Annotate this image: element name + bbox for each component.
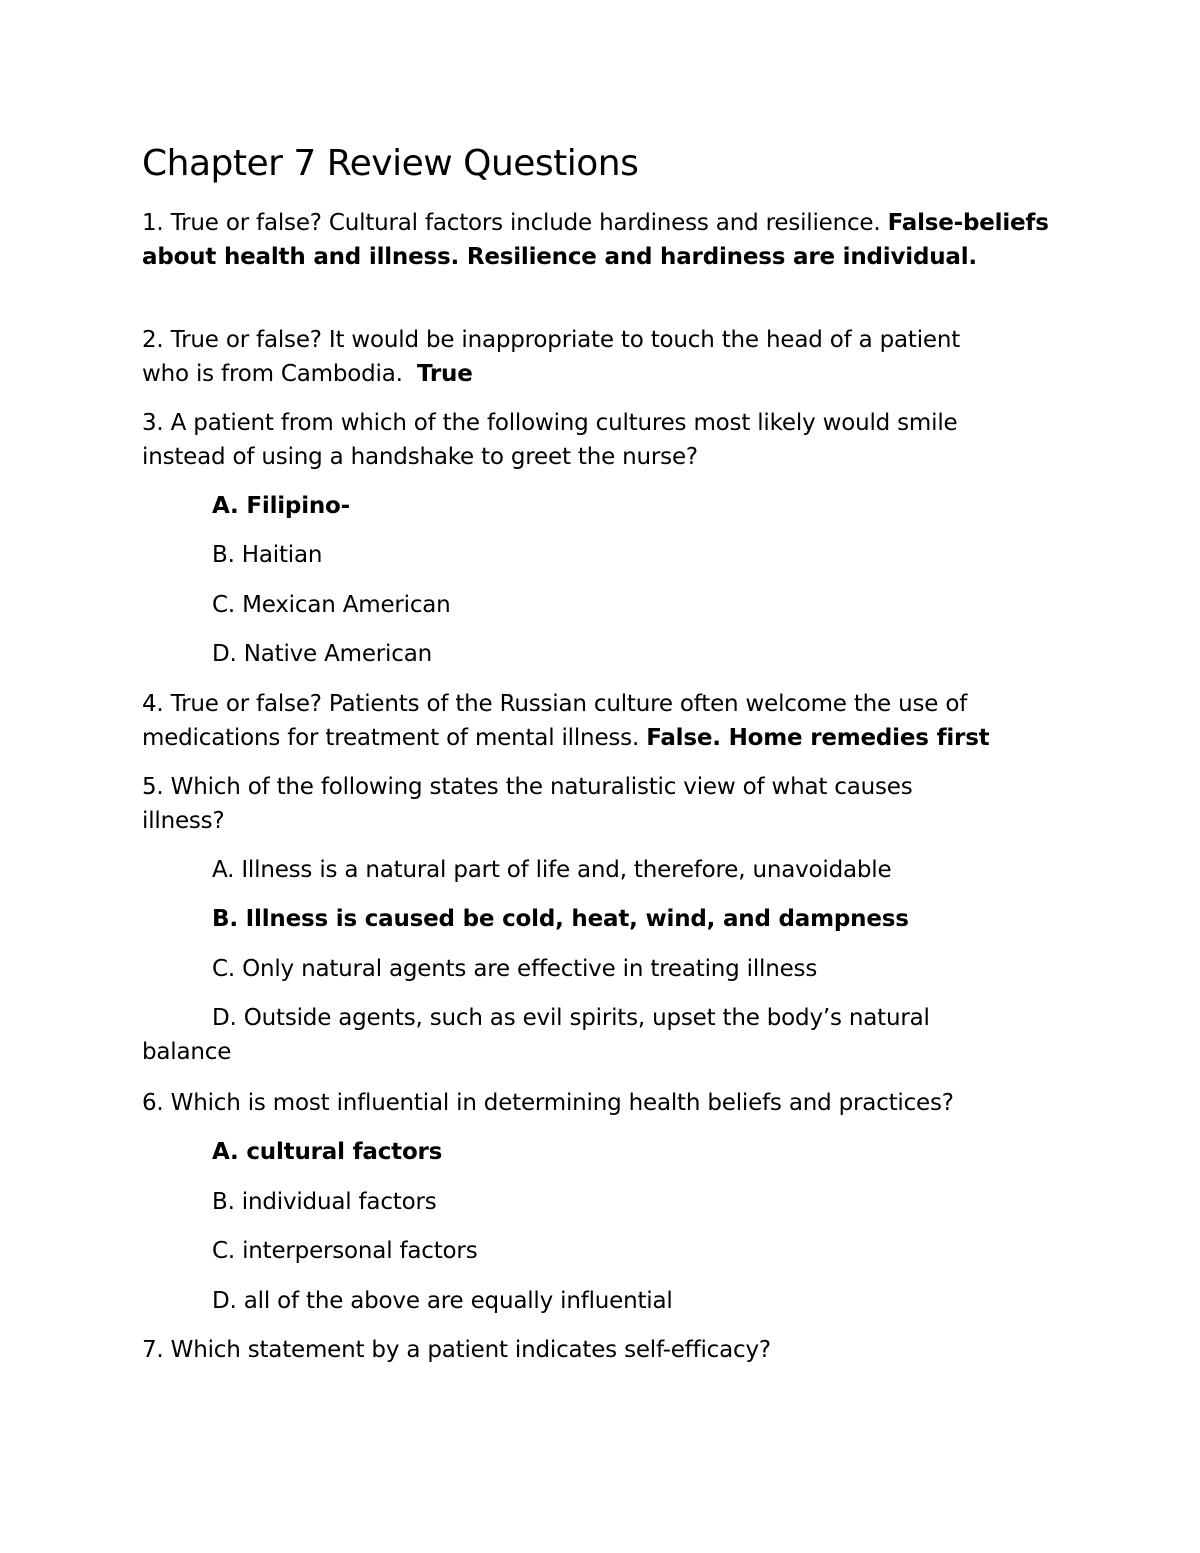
question-3 [142,406,1057,474]
question-6-option-a: A. cultural factors [212,1139,443,1165]
question-4-answer: False. Home remedies first [646,725,990,751]
question-1-answer: False-beliefs about health and illness. Resilience and hardiness are individual. [142,210,1049,270]
question-5-option-c: C. Only natural agents are effective in treating illness [212,956,818,982]
page-title: Chapter 7 Review Questions [142,143,639,184]
question-3-line-1: 3. A patient from which of the following cultures most likely would smile [142,410,958,436]
question-2-answer: True [416,361,473,387]
question-2-line-2: who is from Cambodia. [142,361,417,387]
question-3-option-b: B. Haitian [212,542,323,568]
question-2-line-1: 2. True or false? It would be inappropriate to touch the head of a patient [142,327,961,353]
question-5-option-d: D. Outside agents, such as evil spirits, upset the body’s natural [212,1005,930,1031]
question-1-text: 1. True or false? Cultural factors include hardiness and resilience. [142,210,888,236]
question-6-option-c: C. interpersonal factors [212,1238,478,1264]
question-5-option-d-continued: balance [142,1039,232,1065]
question-6-option-d: D. all of the above are equally influential [212,1288,673,1314]
question-5-option-a: A. Illness is a natural part of life and, therefore, unavoidable [212,857,892,883]
question-6-option-b: B. individual factors [212,1189,437,1215]
question-5-option-b: B. Illness is caused be cold, heat, wind, and dampness [212,906,909,932]
question-3-option-d: D. Native American [212,641,432,667]
question-5 [142,770,1057,838]
question-4-line-2: medications for treatment of mental illness. [142,725,647,751]
question-6: 6. Which is most influential in determining health beliefs and practices? [142,1090,954,1116]
question-7: 7. Which statement by a patient indicates self-efficacy? [142,1337,771,1363]
question-1 [142,206,1057,274]
question-5-line-1: 5. Which of the following states the naturalistic view of what causes [142,774,913,800]
question-3-option-a: A. Filipino- [212,493,351,519]
question-3-line-2: instead of using a handshake to greet the nurse? [142,444,698,470]
question-3-option-c: C. Mexican American [212,592,451,618]
question-4-line-1: 4. True or false? Patients of the Russian culture often welcome the use of [142,691,968,717]
question-2 [142,323,1057,391]
question-4 [142,687,1057,755]
question-5-line-2: illness? [142,808,225,834]
